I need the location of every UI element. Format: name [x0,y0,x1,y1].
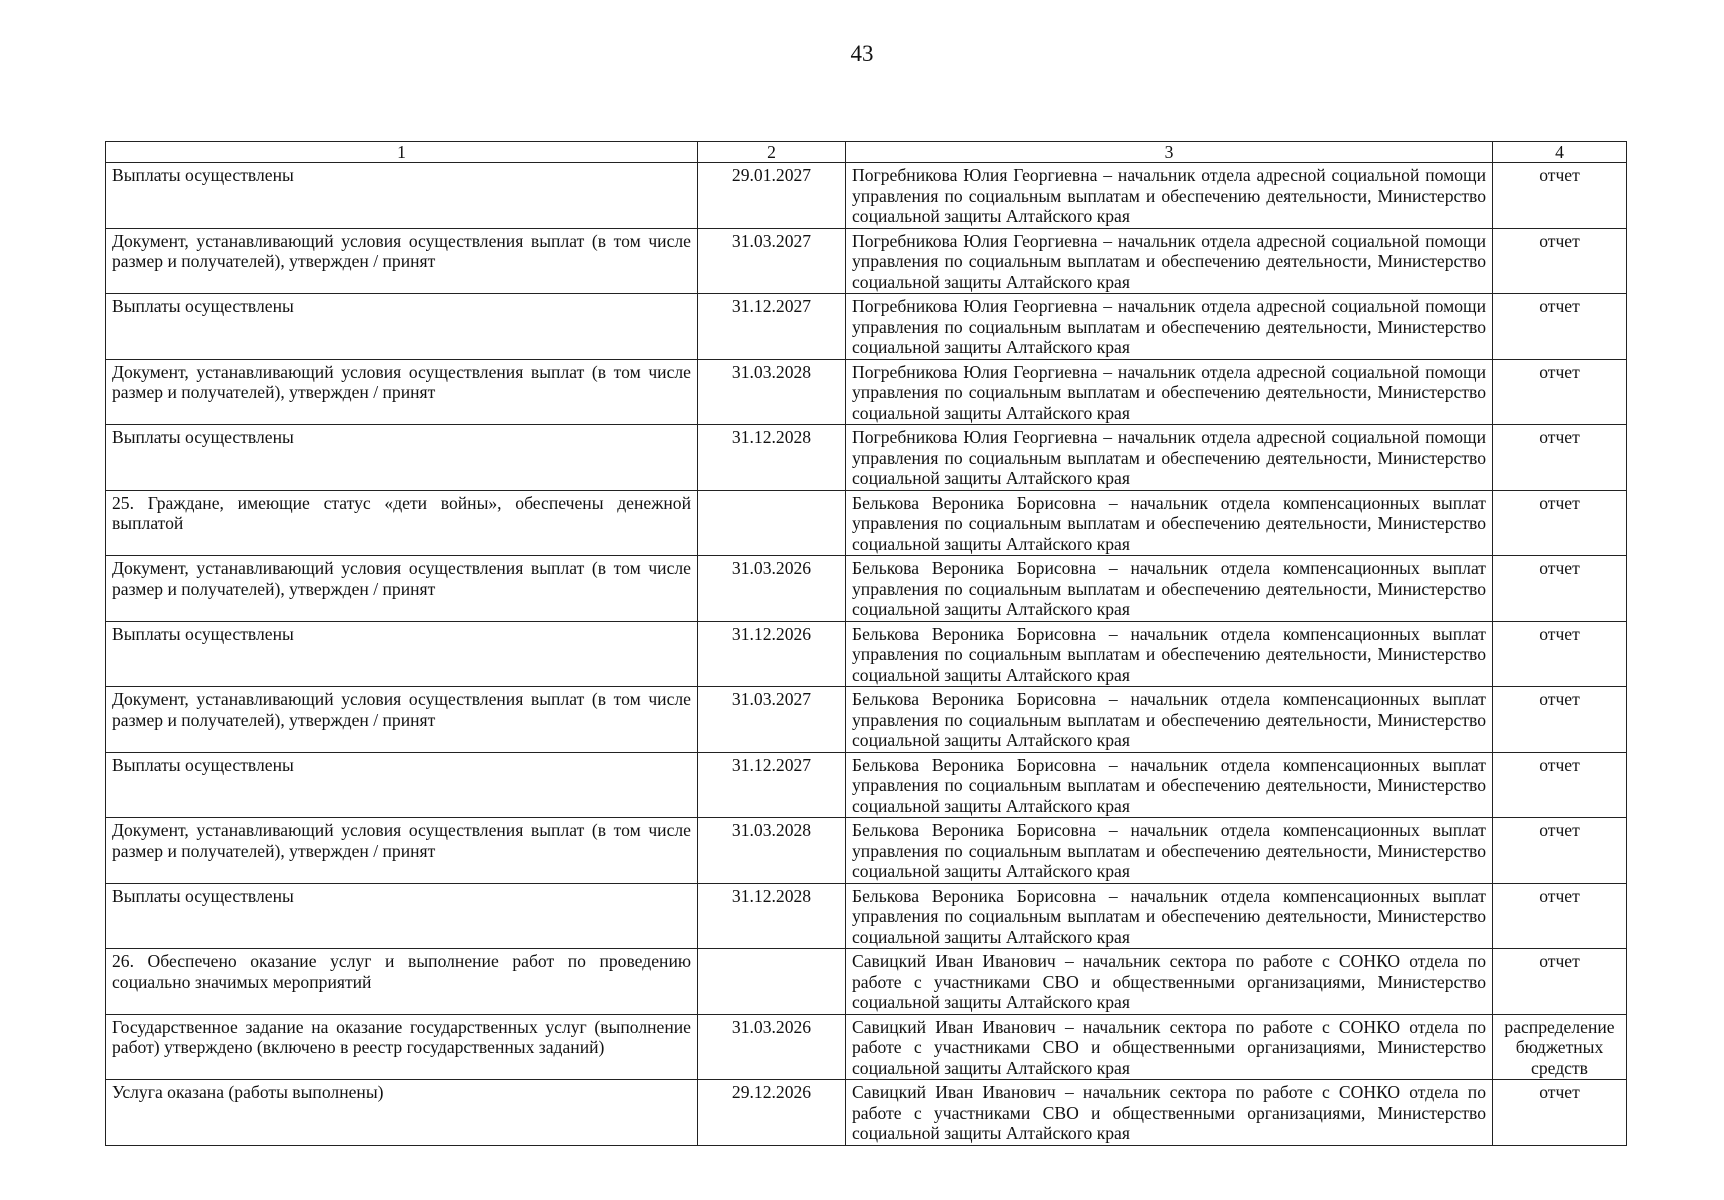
responsible-cell: Белькова Вероника Борисовна – начальник отдела компенсационных выплат управления по социальным выплатам и обеспечению деятельности, Министерство социальной защиты Алтайского края [846,621,1493,687]
event-cell: Документ, устанавливающий условия осуществления выплат (в том числе размер и получателей), утвержден / принят [106,818,698,884]
header-col-4: 4 [1493,142,1627,163]
date-cell: 31.12.2027 [698,752,846,818]
event-cell: Услуга оказана (работы выполнены) [106,1080,698,1146]
responsible-cell: Белькова Вероника Борисовна – начальник отдела компенсационных выплат управления по социальным выплатам и обеспечению деятельности, Министерство социальной защиты Алтайского края [846,687,1493,753]
table-row [106,949,1627,1015]
document-cell: отчет [1493,818,1627,884]
responsible-cell: Погребникова Юлия Георгиевна – начальник отдела адресной социальной помощи управления по социальным выплатам и обеспечению деятельности, Министерство социальной защиты Алтайского края [846,294,1493,360]
event-cell: Документ, устанавливающий условия осуществления выплат (в том числе размер и получателей), утвержден / принят [106,228,698,294]
event-cell: 25. Граждане, имеющие статус «дети войны», обеспечены денежной выплатой [106,490,698,556]
table-row [106,556,1627,622]
document-cell: распределение бюджетных средств [1493,1014,1627,1080]
date-cell [698,949,846,1015]
table-row [106,752,1627,818]
event-cell: Выплаты осуществлены [106,883,698,949]
responsible-cell: Савицкий Иван Иванович – начальник сектора по работе с СОНКО отдела по работе с участниками СВО и общественными организациями, Министерство социальной защиты Алтайского края [846,1080,1493,1146]
table-row [106,294,1627,360]
document-cell: отчет [1493,752,1627,818]
table-row [106,228,1627,294]
document-cell: отчет [1493,621,1627,687]
date-cell: 31.12.2027 [698,294,846,360]
table-row [106,359,1627,425]
date-cell: 31.03.2028 [698,818,846,884]
event-cell: Выплаты осуществлены [106,425,698,491]
responsible-cell: Савицкий Иван Иванович – начальник сектора по работе с СОНКО отдела по работе с участниками СВО и общественными организациями, Министерство социальной защиты Алтайского края [846,949,1493,1015]
date-cell: 29.12.2026 [698,1080,846,1146]
document-cell: отчет [1493,556,1627,622]
date-cell: 31.03.2027 [698,228,846,294]
header-col-2: 2 [698,142,846,163]
date-cell: 31.12.2026 [698,621,846,687]
event-cell: Выплаты осуществлены [106,294,698,360]
responsible-cell: Погребникова Юлия Георгиевна – начальник отдела адресной социальной помощи управления по социальным выплатам и обеспечению деятельности, Министерство социальной защиты Алтайского края [846,425,1493,491]
event-cell: Выплаты осуществлены [106,752,698,818]
document-cell: отчет [1493,883,1627,949]
event-cell: Документ, устанавливающий условия осуществления выплат (в том числе размер и получателей), утвержден / принят [106,556,698,622]
date-cell: 31.03.2026 [698,556,846,622]
page-number: 43 [850,41,874,66]
responsible-cell: Погребникова Юлия Георгиевна – начальник отдела адресной социальной помощи управления по социальным выплатам и обеспечению деятельности, Министерство социальной защиты Алтайского края [846,163,1493,229]
event-cell: Документ, устанавливающий условия осуществления выплат (в том числе размер и получателей), утвержден / принят [106,359,698,425]
document-cell: отчет [1493,228,1627,294]
document-cell: отчет [1493,949,1627,1015]
date-cell [698,490,846,556]
table-row [106,621,1627,687]
date-cell: 31.12.2028 [698,425,846,491]
table-body [106,163,1627,1146]
table-row [106,163,1627,229]
header-row [106,142,1627,163]
date-cell: 29.01.2027 [698,163,846,229]
document-cell: отчет [1493,359,1627,425]
document-cell: отчет [1493,1080,1627,1146]
document-cell: отчет [1493,425,1627,491]
responsible-cell: Белькова Вероника Борисовна – начальник отдела компенсационных выплат управления по социальным выплатам и обеспечению деятельности, Министерство социальной защиты Алтайского края [846,818,1493,884]
responsible-cell: Савицкий Иван Иванович – начальник сектора по работе с СОНКО отдела по работе с участниками СВО и общественными организациями, Министерство социальной защиты Алтайского края [846,1014,1493,1080]
plan-table [105,141,1627,1146]
responsible-cell: Белькова Вероника Борисовна – начальник отдела компенсационных выплат управления по социальным выплатам и обеспечению деятельности, Министерство социальной защиты Алтайского края [846,556,1493,622]
date-cell: 31.12.2028 [698,883,846,949]
date-cell: 31.03.2026 [698,1014,846,1080]
table-row [106,1014,1627,1080]
responsible-cell: Погребникова Юлия Георгиевна – начальник отдела адресной социальной помощи управления по социальным выплатам и обеспечению деятельности, Министерство социальной защиты Алтайского края [846,359,1493,425]
table-row [106,818,1627,884]
responsible-cell: Белькова Вероника Борисовна – начальник отдела компенсационных выплат управления по социальным выплатам и обеспечению деятельности, Министерство социальной защиты Алтайского края [846,490,1493,556]
document-cell: отчет [1493,163,1627,229]
document-cell: отчет [1493,687,1627,753]
header-col-1: 1 [106,142,698,163]
table-row [106,490,1627,556]
table-row [106,687,1627,753]
responsible-cell: Белькова Вероника Борисовна – начальник отдела компенсационных выплат управления по социальным выплатам и обеспечению деятельности, Министерство социальной защиты Алтайского края [846,752,1493,818]
document-cell: отчет [1493,294,1627,360]
table-row [106,1080,1627,1146]
event-cell: Государственное задание на оказание государственных услуг (выполнение работ) утверждено (включено в реестр государственных заданий) [106,1014,698,1080]
header-col-3: 3 [846,142,1493,163]
table-header [106,142,1627,163]
responsible-cell: Белькова Вероника Борисовна – начальник отдела компенсационных выплат управления по социальным выплатам и обеспечению деятельности, Министерство социальной защиты Алтайского края [846,883,1493,949]
event-cell: Документ, устанавливающий условия осуществления выплат (в том числе размер и получателей), утвержден / принят [106,687,698,753]
table-row [106,883,1627,949]
date-cell: 31.03.2028 [698,359,846,425]
event-cell: Выплаты осуществлены [106,621,698,687]
table-row [106,425,1627,491]
responsible-cell: Погребникова Юлия Георгиевна – начальник отдела адресной социальной помощи управления по социальным выплатам и обеспечению деятельности, Министерство социальной защиты Алтайского края [846,228,1493,294]
date-cell: 31.03.2027 [698,687,846,753]
document-cell: отчет [1493,490,1627,556]
event-cell: 26. Обеспечено оказание услуг и выполнение работ по проведению социально значимых мероприятий [106,949,698,1015]
event-cell: Выплаты осуществлены [106,163,698,229]
